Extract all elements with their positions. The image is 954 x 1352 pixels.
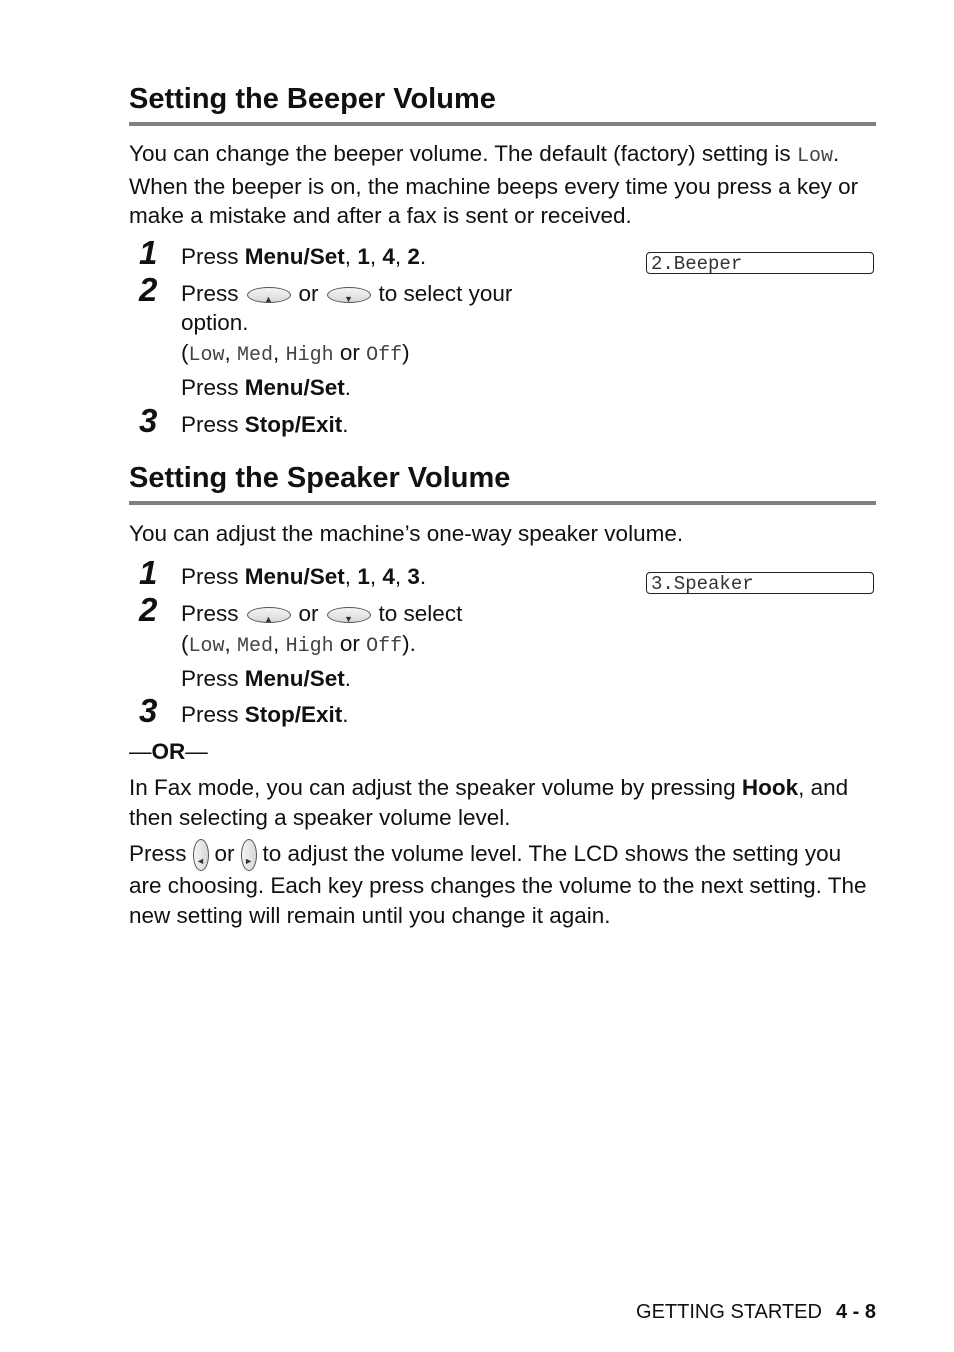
beeper-step-1: Press Menu/Set, 1, 4, 2. xyxy=(181,244,427,269)
beeper-step-2 xyxy=(181,279,512,308)
beeper-options: (Low, Med, High or Off) xyxy=(181,340,410,367)
digit-label: 4 xyxy=(382,564,395,589)
option-high: High xyxy=(285,635,334,658)
down-arrow-key-icon xyxy=(327,287,371,303)
beeper-step-2-press-menu: Press Menu/Set. xyxy=(181,375,352,400)
step-text: Press xyxy=(181,702,239,727)
or-label: OR xyxy=(151,739,186,764)
speaker-step-3-number: 3 xyxy=(139,692,158,729)
page-footer xyxy=(636,1300,876,1324)
left-arrow-key-icon xyxy=(193,839,209,871)
beeper-lcd-display: 2.Beeper xyxy=(646,252,874,274)
fax-mode-paragraph xyxy=(129,773,876,832)
speaker-step-2-press-menu: Press Menu/Set. xyxy=(181,666,352,691)
right-arrow-glyph: ► xyxy=(244,856,253,867)
press-text-rest: to adjust the volume level. The LCD shows the setting you are choosing. Each key press changes the volume to the next setting. The new setting will remain until you change it again. xyxy=(129,841,867,928)
step-text: Press xyxy=(181,412,239,437)
beeper-step-2-line-2: option. xyxy=(181,310,249,335)
up-arrow-glyph: ▲ xyxy=(264,614,273,625)
digit-label: 4 xyxy=(382,244,395,269)
option-med: Med xyxy=(237,344,274,367)
key-label: Menu/Set xyxy=(244,564,345,589)
down-arrow-key-icon xyxy=(327,607,371,623)
speaker-lcd-display: 3.Speaker xyxy=(646,572,874,594)
speaker-step-1: Press Menu/Set, 1, 4, 3. xyxy=(181,564,427,589)
key-label: Menu/Set xyxy=(244,244,345,269)
digit-label: 1 xyxy=(357,564,370,589)
beeper-intro-default-value: Low xyxy=(796,145,833,168)
or-text: or xyxy=(339,340,360,365)
volume-adjust-paragraph xyxy=(129,839,876,930)
option-off: Off xyxy=(366,635,403,658)
step-text: Press xyxy=(181,281,239,306)
speaker-heading: Setting the Speaker Volume xyxy=(129,461,876,505)
or-text: or xyxy=(298,281,319,306)
left-arrow-glyph: ◄ xyxy=(196,856,205,867)
up-arrow-glyph: ▲ xyxy=(264,294,273,305)
fax-text-a: In Fax mode, you can adjust the speaker volume by pressing xyxy=(129,775,736,800)
down-arrow-glyph: ▼ xyxy=(344,294,353,305)
digit-label: 1 xyxy=(357,244,370,269)
or-text: or xyxy=(339,631,360,656)
step-text: to select your xyxy=(378,281,513,306)
key-label: Menu/Set xyxy=(244,666,345,691)
beeper-step-1-number: 1 xyxy=(139,234,158,271)
footer-page-number: 4 - 8 xyxy=(835,1301,876,1323)
speaker-options: (Low, Med, High or Off). xyxy=(181,631,416,658)
fax-text-b: , and then selecting a speaker volume level. xyxy=(129,775,849,830)
beeper-intro xyxy=(129,139,876,231)
option-low: Low xyxy=(188,635,225,658)
speaker-step-2 xyxy=(181,599,462,628)
beeper-heading: Setting the Beeper Volume xyxy=(129,82,876,126)
hook-key-label: Hook xyxy=(741,775,799,800)
step-text: Press xyxy=(181,666,239,691)
digit-label: 3 xyxy=(407,564,420,589)
key-label: Stop/Exit xyxy=(244,702,343,727)
step-text: Press xyxy=(181,601,239,626)
key-label: Stop/Exit xyxy=(244,412,343,437)
option-med: Med xyxy=(237,635,274,658)
beeper-intro-text-a: You can change the beeper volume. The default (factory) setting is xyxy=(129,141,791,166)
speaker-intro: You can adjust the machine’s one-way speaker volume. xyxy=(129,521,684,546)
down-arrow-glyph: ▼ xyxy=(344,614,353,625)
key-label: Menu/Set xyxy=(244,375,345,400)
beeper-step-3-number: 3 xyxy=(139,402,158,439)
up-arrow-key-icon xyxy=(247,287,291,303)
step-text: to select xyxy=(378,601,463,626)
step-text: Press xyxy=(181,244,239,269)
step-text: Press xyxy=(181,564,239,589)
beeper-step-2-number: 2 xyxy=(139,271,158,308)
beeper-step-3: Press Stop/Exit. xyxy=(181,412,349,437)
or-text: or xyxy=(298,601,319,626)
press-text: Press xyxy=(129,841,187,866)
option-high: High xyxy=(285,344,334,367)
option-low: Low xyxy=(188,344,225,367)
up-arrow-key-icon xyxy=(247,607,291,623)
step-text: Press xyxy=(181,375,239,400)
digit-label: 2 xyxy=(407,244,420,269)
footer-section: GETTING STARTED xyxy=(636,1301,822,1323)
speaker-step-1-number: 1 xyxy=(139,554,158,591)
beeper-intro-text-b: . When the beeper is on, the machine beeps every time you press a key or make a mistake and after a fax is sent or received. xyxy=(129,141,859,228)
right-arrow-key-icon xyxy=(241,839,257,871)
or-separator: —OR— xyxy=(129,739,208,764)
speaker-step-3: Press Stop/Exit. xyxy=(181,702,349,727)
or-text: or xyxy=(214,841,235,866)
speaker-step-2-number: 2 xyxy=(139,591,158,628)
option-off: Off xyxy=(366,344,403,367)
